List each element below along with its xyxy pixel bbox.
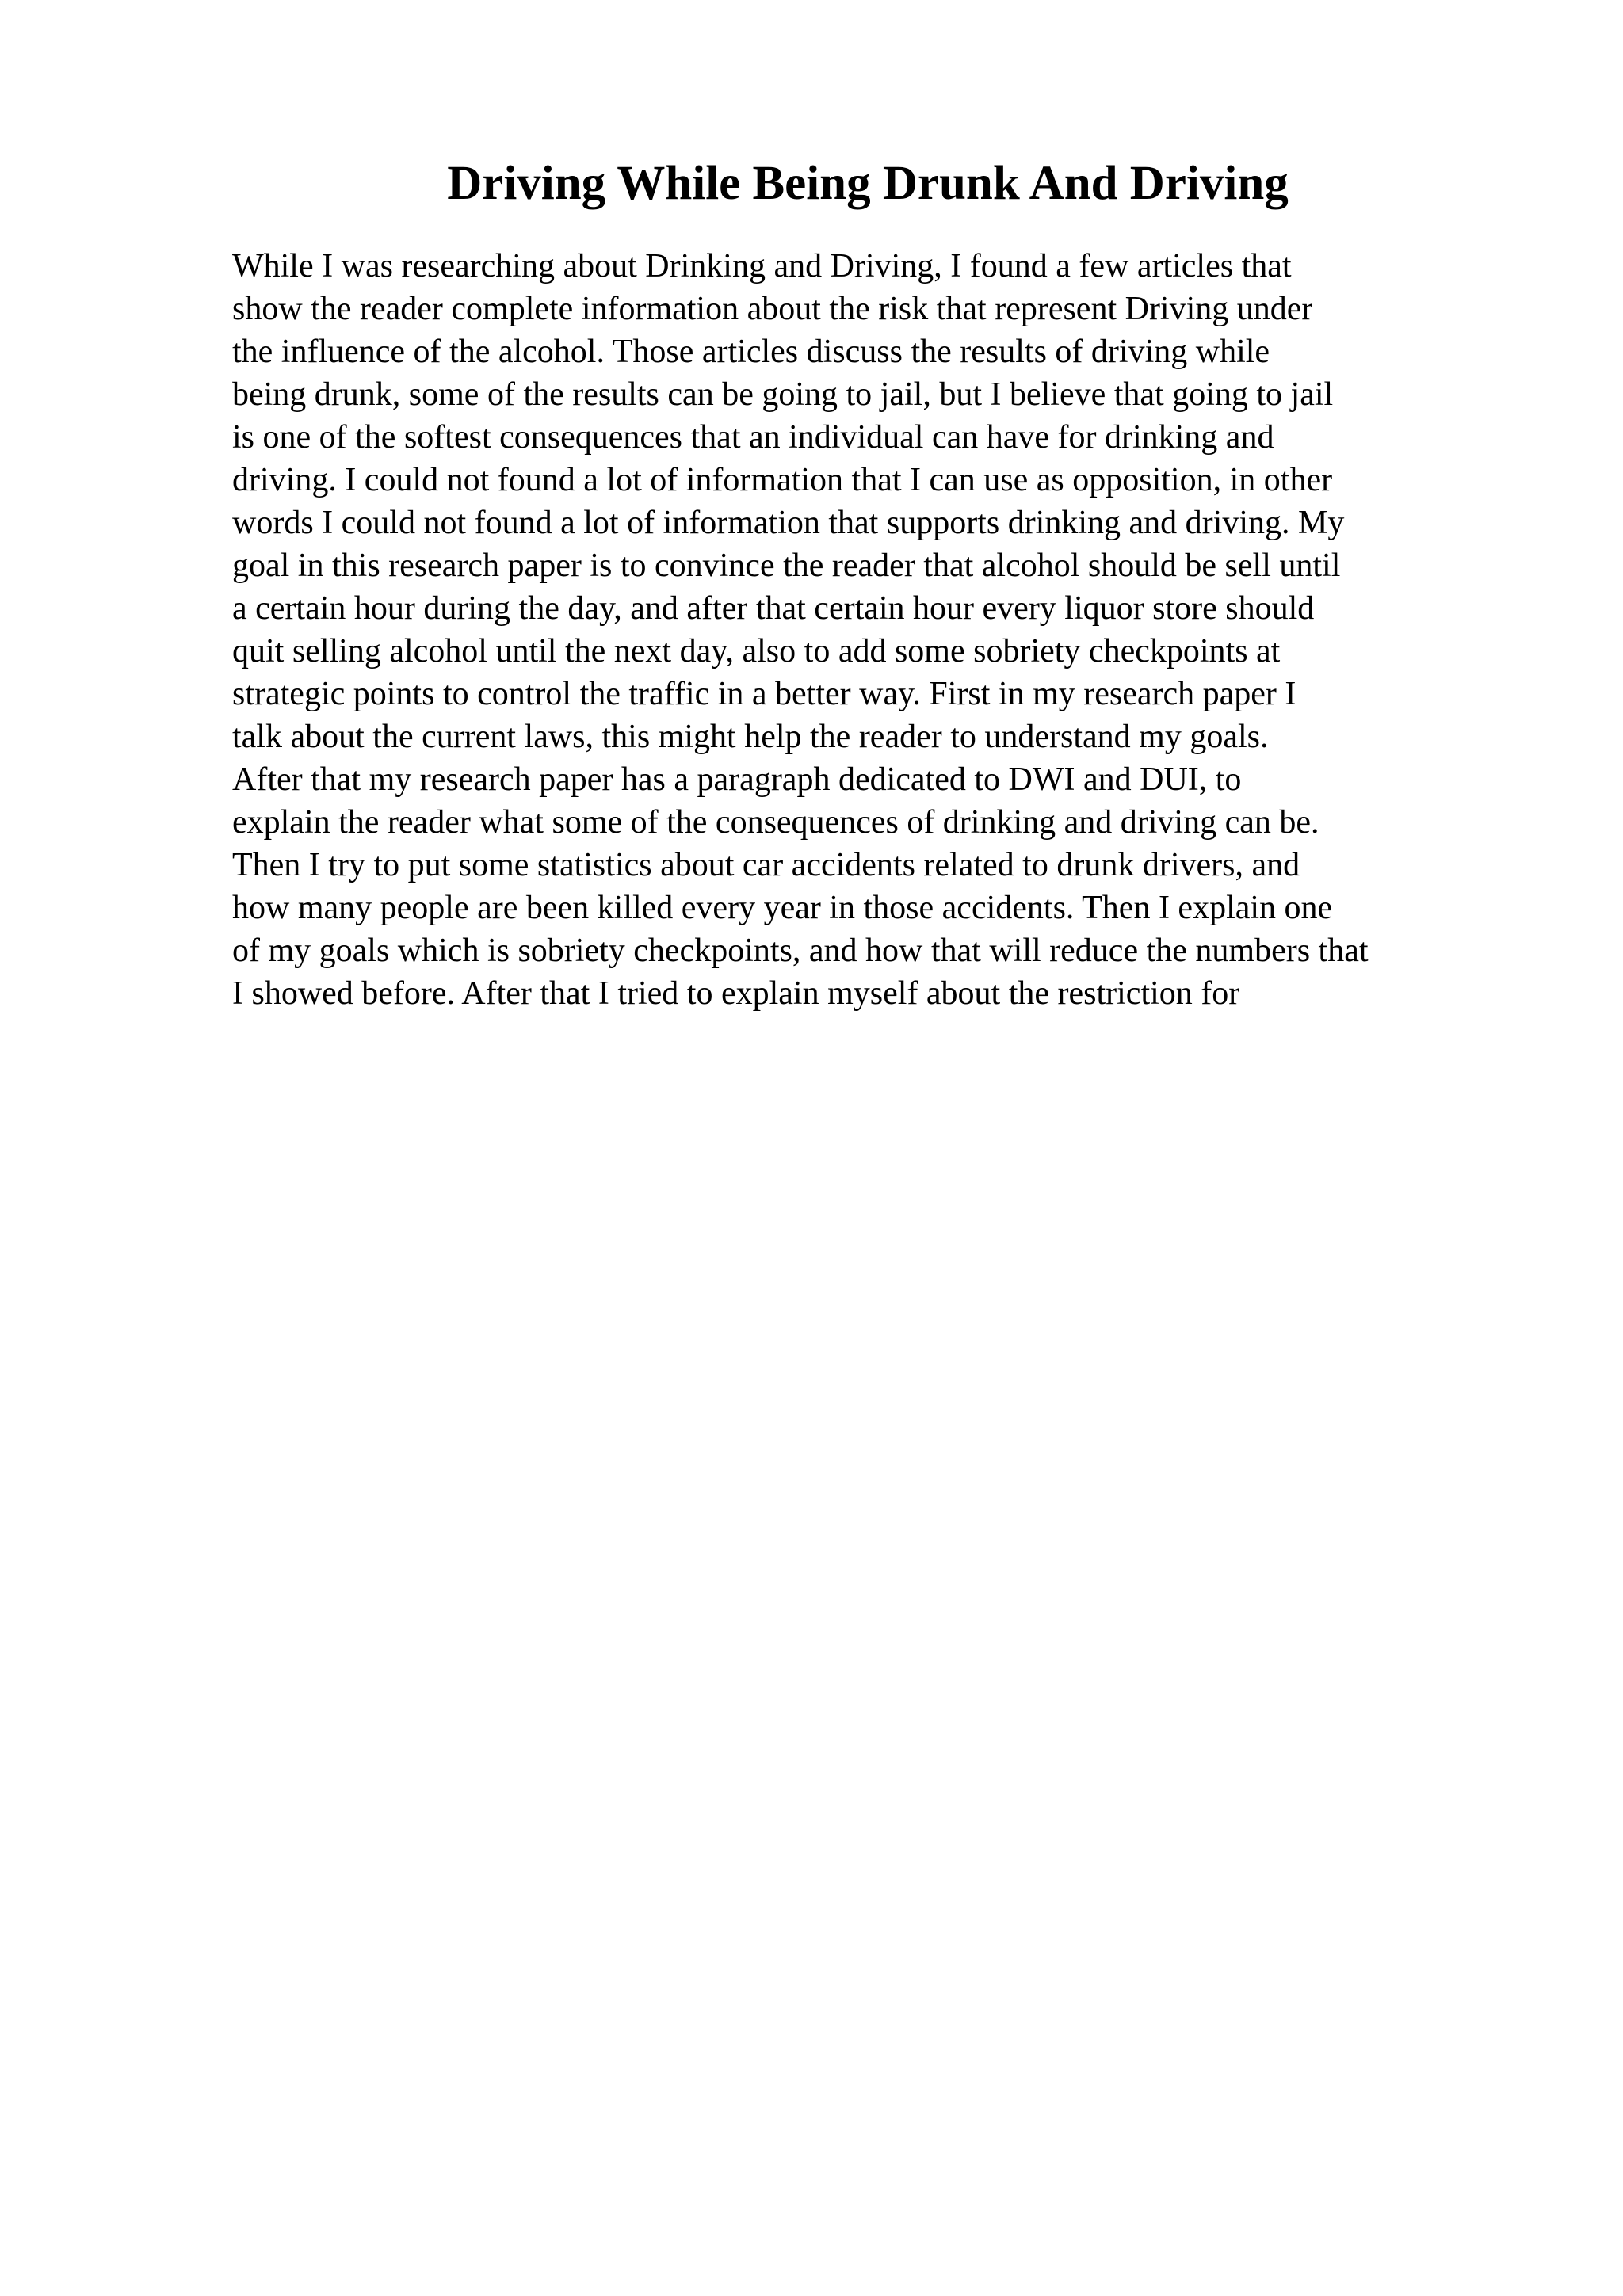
body-line: how many people are been killed every year in those accidents. Then I explain one: [232, 890, 1333, 926]
body-line: being drunk, some of the results can be going to jail, but I believe that going to jail: [232, 376, 1334, 413]
body-line: of my goals which is sobriety checkpoints, and how that will reduce the numbers that: [232, 933, 1369, 969]
body-line: is one of the softest consequences that an individual can have for drinking and: [232, 419, 1274, 456]
body-line: explain the reader what some of the consequences of drinking and driving can be.: [232, 804, 1319, 841]
body-line: show the reader complete information about the risk that represent Driving under: [232, 291, 1313, 327]
body-line: Then I try to put some statistics about car accidents related to drunk drivers, and: [232, 847, 1300, 883]
body-line: goal in this research paper is to convince the reader that alcohol should be sell until: [232, 547, 1341, 584]
body-line: the influence of the alcohol. Those articles discuss the results of driving while: [232, 334, 1270, 370]
body-line: strategic points to control the traffic in a better way. First in my research paper I: [232, 676, 1296, 712]
body-line: quit selling alcohol until the next day, also to add some sobriety checkpoints at: [232, 633, 1281, 669]
body-line: While I was researching about Drinking and Driving, I found a few articles that: [232, 248, 1292, 284]
body-line: I showed before. After that I tried to explain myself about the restriction for: [232, 975, 1240, 1012]
body-line: a certain hour during the day, and after that certain hour every liquor store should: [232, 590, 1315, 627]
body-line: driving. I could not found a lot of information that I can use as opposition, in other: [232, 462, 1333, 498]
body-line: talk about the current laws, this might help the reader to understand my goals.: [232, 719, 1269, 755]
body-line: words I could not found a lot of information that supports drinking and driving. My: [232, 505, 1345, 541]
body-line: After that my research paper has a paragraph dedicated to DWI and DUI, to: [232, 761, 1242, 798]
document-body: [232, 245, 1532, 1015]
document-title: Driving While Being Drunk And Driving: [447, 157, 1289, 210]
